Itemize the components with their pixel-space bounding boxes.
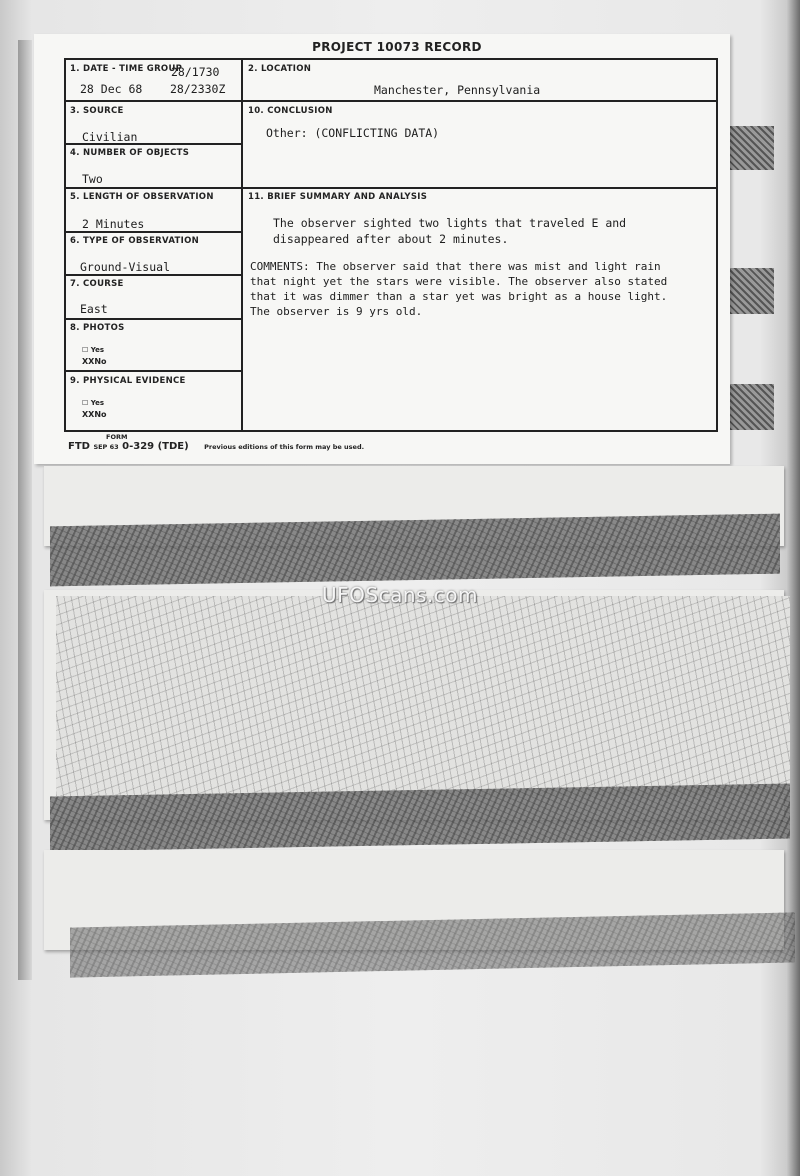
record-card xyxy=(34,34,730,464)
row-rule xyxy=(66,100,716,102)
photos-yes-label: Yes xyxy=(90,346,105,354)
column-divider xyxy=(241,60,243,430)
conclusion-label: 10. CONCLUSION xyxy=(248,106,333,116)
number-of-objects-value: Two xyxy=(82,172,103,186)
length-of-observation-label: 5. LENGTH OF OBSERVATION xyxy=(70,192,214,202)
summary-label: 11. BRIEF SUMMARY AND ANALYSIS xyxy=(248,192,428,202)
form-footer xyxy=(68,433,364,452)
side-scrap xyxy=(730,384,774,430)
form-word: FORM xyxy=(106,433,128,441)
comment-line: COMMENTS: The observer said that there was mist and light rain xyxy=(250,260,661,273)
checkbox-icon: ☐ xyxy=(82,399,89,407)
comment-line: that night yet the stars were visible. The observer also stated xyxy=(250,275,668,288)
photos-yes xyxy=(82,346,104,354)
form-id: FTD xyxy=(68,441,90,452)
row-rule xyxy=(66,370,241,372)
gmt-time-value: 28/2330Z xyxy=(170,82,226,96)
conclusion-value: Other: (CONFLICTING DATA) xyxy=(266,126,440,140)
speckled-area xyxy=(56,596,790,796)
side-scrap xyxy=(730,268,774,314)
physical-evidence-yes-label: Yes xyxy=(90,399,105,407)
photos-no: XXNo xyxy=(82,357,107,366)
binding-edge xyxy=(18,40,32,980)
document-title: PROJECT 10073 RECORD xyxy=(312,40,482,54)
checkbox-icon: ☐ xyxy=(82,346,89,354)
row-rule xyxy=(66,318,241,320)
source-value: Civilian xyxy=(82,130,138,144)
date-value: 28 Dec 68 xyxy=(80,82,143,96)
location-value: Manchester, Pennsylvania xyxy=(374,83,541,97)
summary-line: disappeared after about 2 minutes. xyxy=(273,232,509,246)
comment-line: that it was dimmer than a star yet was bright as a house light. xyxy=(250,290,668,303)
physical-evidence-label: 9. PHYSICAL EVIDENCE xyxy=(70,376,186,386)
physical-evidence-yes xyxy=(82,399,104,407)
row-rule xyxy=(66,274,241,276)
date-time-label: 1. DATE - TIME GROUP xyxy=(70,64,183,74)
source-label: 3. SOURCE xyxy=(70,106,124,116)
summary-line: The observer sighted two lights that traveled E and xyxy=(273,216,627,230)
photos-label: 8. PHOTOS xyxy=(70,323,125,333)
row-rule xyxy=(66,231,241,233)
length-of-observation-value: 2 Minutes xyxy=(82,217,145,231)
course-label: 7. COURSE xyxy=(70,279,124,289)
watermark: UFOScans.com xyxy=(322,583,478,607)
location-label: 2. LOCATION xyxy=(248,64,312,74)
side-scrap xyxy=(730,126,774,170)
row-rule xyxy=(66,187,716,189)
number-of-objects-label: 4. NUMBER OF OBJECTS xyxy=(70,148,190,158)
record-form xyxy=(64,58,718,432)
local-time-value: 28/1730 xyxy=(171,65,220,79)
comment-line: The observer is 9 yrs old. xyxy=(250,305,423,318)
physical-evidence-no: XXNo xyxy=(82,410,107,419)
form-number: 0-329 (TDE) xyxy=(122,441,189,452)
type-of-observation-label: 6. TYPE OF OBSERVATION xyxy=(70,236,200,246)
course-value: East xyxy=(80,302,108,316)
type-of-observation-value: Ground-Visual xyxy=(80,260,171,274)
noise-band xyxy=(50,514,780,587)
previous-editions-note: Previous editions of this form may be used. xyxy=(204,443,365,451)
form-date: SEP 63 xyxy=(93,443,119,451)
